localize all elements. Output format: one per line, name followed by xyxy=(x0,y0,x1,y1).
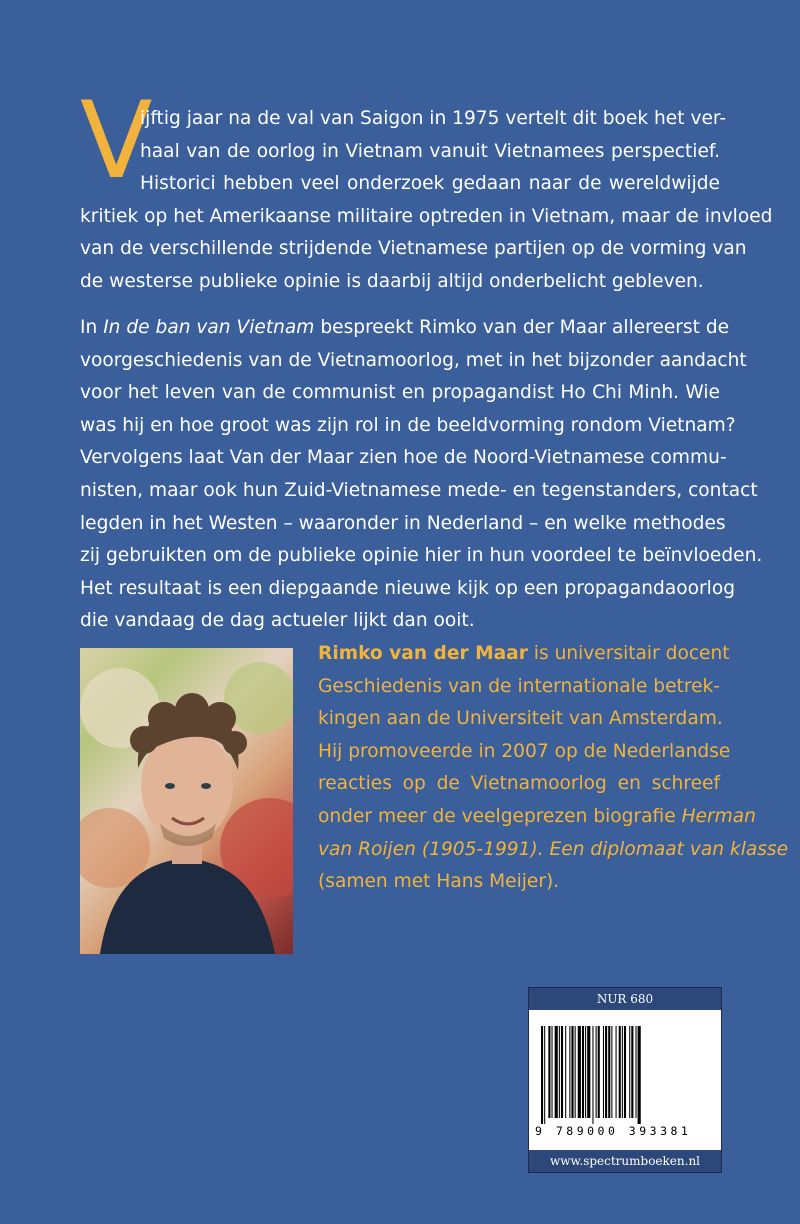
summary-line: zij gebruikten om de publieke opinie hier in hun voordeel te beïnvloeden. xyxy=(80,545,763,567)
bio-line: reacties op de Vietnamoorlog en schreef xyxy=(318,773,720,795)
barcode-bar xyxy=(544,1026,545,1124)
bio-text: onder meer de veelgeprezen biografie xyxy=(318,805,682,827)
intro-line: van de verschillende strijdende Vietnamese partijen op de vorming van xyxy=(80,238,747,260)
barcode-bar xyxy=(636,1026,637,1118)
barcode-bars xyxy=(541,1026,709,1124)
barcode-bar xyxy=(605,1026,607,1118)
barcode-bar xyxy=(571,1026,573,1118)
barcode-bar xyxy=(561,1026,563,1118)
author-photo xyxy=(80,648,293,954)
barcode-bar xyxy=(565,1026,566,1118)
intro-line: haal van de oorlog in Vietnam vanuit Vietnamees perspectief. xyxy=(140,140,720,162)
barcode-label xyxy=(528,987,722,1173)
intro-paragraph xyxy=(80,103,773,299)
intro-line: kritiek op het Amerikaanse militaire optreden in Vietnam, maar de invloed xyxy=(80,205,773,227)
barcode-bar xyxy=(587,1026,590,1118)
barcode-bar xyxy=(552,1026,553,1118)
summary-paragraph xyxy=(80,312,763,638)
barcode-bar xyxy=(575,1026,576,1118)
barcode-bar xyxy=(622,1026,623,1118)
bio-line: Geschiedenis van de internationale betrek- xyxy=(318,675,720,697)
barcode-bar xyxy=(548,1026,550,1118)
barcode-bar xyxy=(638,1026,641,1124)
barcode-bar xyxy=(631,1026,633,1118)
summary-line: legden in het Westen – waaronder in Nederland – en welke methodes xyxy=(80,512,726,534)
summary-line: voor het leven van de communist en propagandist Ho Chi Minh. Wie xyxy=(80,382,720,404)
barcode-bar xyxy=(585,1026,586,1118)
bio-line xyxy=(318,801,756,834)
barcode-bar xyxy=(624,1026,626,1118)
biography-title: Herman xyxy=(681,805,756,827)
summary-line: Vervolgens laat Van der Maar zien hoe de Noord-Vietnamese commu- xyxy=(80,447,727,469)
barcode-bar xyxy=(555,1026,558,1118)
bio-first-line xyxy=(318,638,730,671)
summary-line: nisten, maar ook hun Zuid-Vietnamese mede- en tegenstanders, contact xyxy=(80,479,758,501)
summary-line: was hij en hoe groot was zijn rol in de beeldvorming rondom Vietnam? xyxy=(80,414,736,436)
barcode-bar xyxy=(611,1026,612,1118)
summary-suffix: bespreekt Rimko van der Maar allereerst de xyxy=(314,317,730,338)
barcode-bar xyxy=(578,1026,581,1118)
barcode-bar xyxy=(559,1026,560,1118)
bio-line: Hij promoveerde in 2007 op de Nederlandse xyxy=(318,740,731,762)
bio-line xyxy=(318,834,789,867)
barcode-bar xyxy=(616,1026,617,1118)
barcode-bar xyxy=(596,1026,597,1118)
summary-line: die vandaag de dag actueler lijkt dan ooit. xyxy=(80,610,475,632)
nur-code: NUR 680 xyxy=(529,988,721,1010)
bio-text: is universitair docent xyxy=(527,643,730,664)
intro-line: de westerse publieke opinie is daarbij altijd onderbelicht gebleven. xyxy=(80,270,704,292)
barcode-bar xyxy=(569,1026,570,1118)
author-bio xyxy=(318,638,789,899)
bio-line: kingen aan de Universiteit van Amsterdam. xyxy=(318,708,723,730)
bio-line: (samen met Hans Meijer). xyxy=(318,871,560,893)
summary-line: voorgeschiedenis van de Vietnamoorlog, met in het bijzonder aandacht xyxy=(80,349,747,371)
author-name: Rimko van der Maar xyxy=(318,643,528,664)
summary-prefix: In xyxy=(80,317,104,338)
summary-line: Het resultaat is een diepgaande nieuwe kijk op een propagandaoorlog xyxy=(80,577,735,599)
intro-line: Historici hebben veel onderzoek gedaan naar de wereldwijde xyxy=(140,173,720,195)
barcode-bar xyxy=(598,1026,600,1118)
barcode-bar xyxy=(592,1026,593,1124)
barcode-bar xyxy=(629,1026,630,1118)
publisher-url: www.spectrumboeken.nl xyxy=(529,1150,721,1172)
barcode-bar xyxy=(582,1026,584,1118)
author-portrait-illustration xyxy=(80,648,293,954)
book-title: In de ban van Vietnam xyxy=(103,317,315,338)
intro-line: ijftig jaar na de val van Saigon in 1975 vertelt dit boek het ver- xyxy=(140,108,727,129)
barcode-bar xyxy=(541,1026,543,1124)
isbn-number: 9 789000 393381 xyxy=(535,1124,692,1138)
summary-first-line xyxy=(80,312,730,345)
barcode-bar xyxy=(608,1026,610,1118)
barcode-bar xyxy=(603,1026,604,1118)
barcode-bar xyxy=(619,1026,621,1118)
drop-cap: V xyxy=(80,79,153,202)
biography-title: van Roijen (1905-1991). Een diplomaat van klasse xyxy=(318,838,789,860)
